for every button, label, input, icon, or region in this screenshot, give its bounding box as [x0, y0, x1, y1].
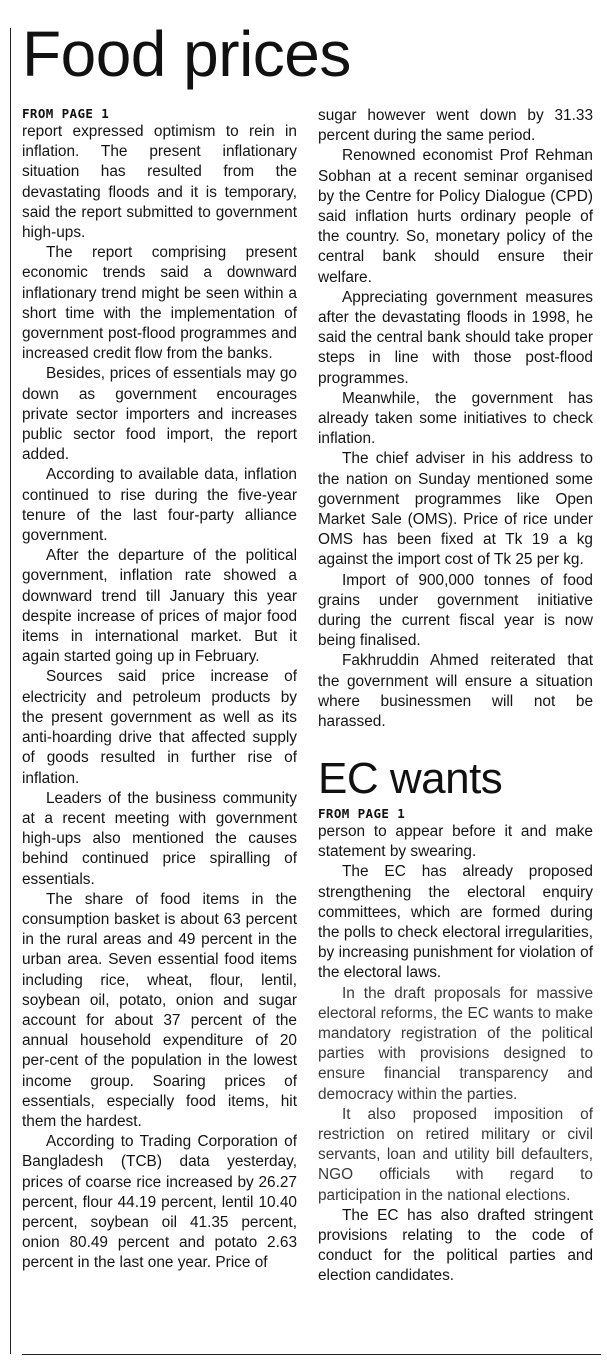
kicker-from-page-1: FROM PAGE 1: [22, 106, 110, 121]
headline-ec-wants: EC wants: [318, 754, 503, 803]
headline-food-prices: Food prices: [22, 18, 351, 90]
paragraph: The EC has already proposed strengthening the electoral enquiry committees, which are formed during the polls to check electoral irregularities, by increasing punishment for violation of the electoral laws.: [318, 863, 593, 982]
paragraph: The EC has also drafted stringent provisions relating to the code of conduct for the political parties and election candidates.: [318, 1206, 593, 1285]
paragraph: After the departure of the political government, inflation rate showed a downward trend till January this year despite increase of prices of major food items in international market. But it again started going up in February.: [22, 547, 297, 666]
column-rule-left: [10, 28, 11, 1354]
paragraph: Besides, prices of essentials may go down as government encourages private sector importers and increases public sector food import, the report added.: [22, 365, 297, 464]
paragraph: Import of 900,000 tonnes of food grains under government initiative during the current fiscal year is now being finalised.: [318, 571, 593, 650]
paragraph: In the draft proposals for massive electoral reforms, the EC wants to make mandatory registration of the political parties with provisions designed to ensure financial transparency and democracy within the parties.: [318, 984, 593, 1103]
paragraph: Fakhruddin Ahmed reiterated that the government will ensure a situation where businessmen will not be harassed.: [318, 652, 593, 731]
paragraph: According to Trading Corporation of Bangladesh (TCB) data yesterday, prices of coarse rice increased by 26.27 percent, flour 44.19 percent, lentil 10.40 percent, soybean oil 41.35 percent, onion 80.49 percent and potato 2.63 percent in the last one year. Price of: [22, 1133, 297, 1272]
paragraph: According to available data, inflation continued to rise during the five-year tenure of the last four-party alliance government.: [22, 466, 297, 545]
paragraph: Meanwhile, the government has already taken some initiatives to check inflation.: [318, 389, 593, 448]
paragraph: The report comprising present economic trends said a downward inflationary trend might be seen within a short time with the implementation of government post-flood programmes and increased credit flow from the banks.: [22, 244, 297, 363]
paragraph: Leaders of the business community at a recent meeting with government high-ups also mentioned the causes behind continued price spiralling of essentials.: [22, 789, 297, 888]
paragraph: Sources said price increase of electricity and petroleum products by the present government as well as its anti-hoarding drive that affected supply of goods resulted in further rise of inflation.: [22, 668, 297, 787]
paragraph: The share of food items in the consumption basket is about 63 percent in the rural areas and 49 percent in the urban area. Seven essential food items including rice, wheat, flour, lentil, soybean oil, potato, onion and sugar account for about 37 percent of the annual household expenditure of 20 per-cent of the population in the lowest income group. Soaring prices of essentials, especially food items, hit them the hardest.: [22, 890, 297, 1130]
paragraph: Renowned economist Prof Rehman Sobhan at a recent seminar organised by the Centre for Policy Dialogue (CPD) said inflation hurts ordinary people of the country. So, monetary policy of the central bank should ensure their welfare.: [318, 147, 593, 286]
bottom-rule: [22, 1354, 601, 1355]
paragraph: person to appear before it and make statement by swearing.: [318, 823, 593, 861]
paragraph: It also proposed imposition of restriction on retired military or civil servants, loan and utility bill defaulters, NGO officials with regard to participation in the national elections.: [318, 1105, 593, 1204]
paragraph: Appreciating government measures after the devastating floods in 1998, he said the central bank should take proper steps in line with those post-flood programmes.: [318, 288, 593, 387]
story-food-prices-column-2: [318, 106, 593, 732]
kicker-from-page-1: FROM PAGE 1: [318, 806, 406, 821]
paragraph: sugar however went down by 31.33 percent during the same period.: [318, 107, 593, 145]
story-ec-wants-column: [318, 806, 593, 1287]
paragraph: The chief adviser in his address to the nation on Sunday mentioned some government programmes like Open Market Sale (OMS). Price of rice under OMS has been fixed at Tk 19 a kg against the import cost of Tk 25 per kg.: [318, 450, 593, 569]
story-food-prices-column-1: [22, 106, 297, 1274]
paragraph: report expressed optimism to rein in inflation. The present inflationary situation has resulted from the devastating floods and it is temporary, said the report submitted to government high-ups.: [22, 123, 297, 242]
